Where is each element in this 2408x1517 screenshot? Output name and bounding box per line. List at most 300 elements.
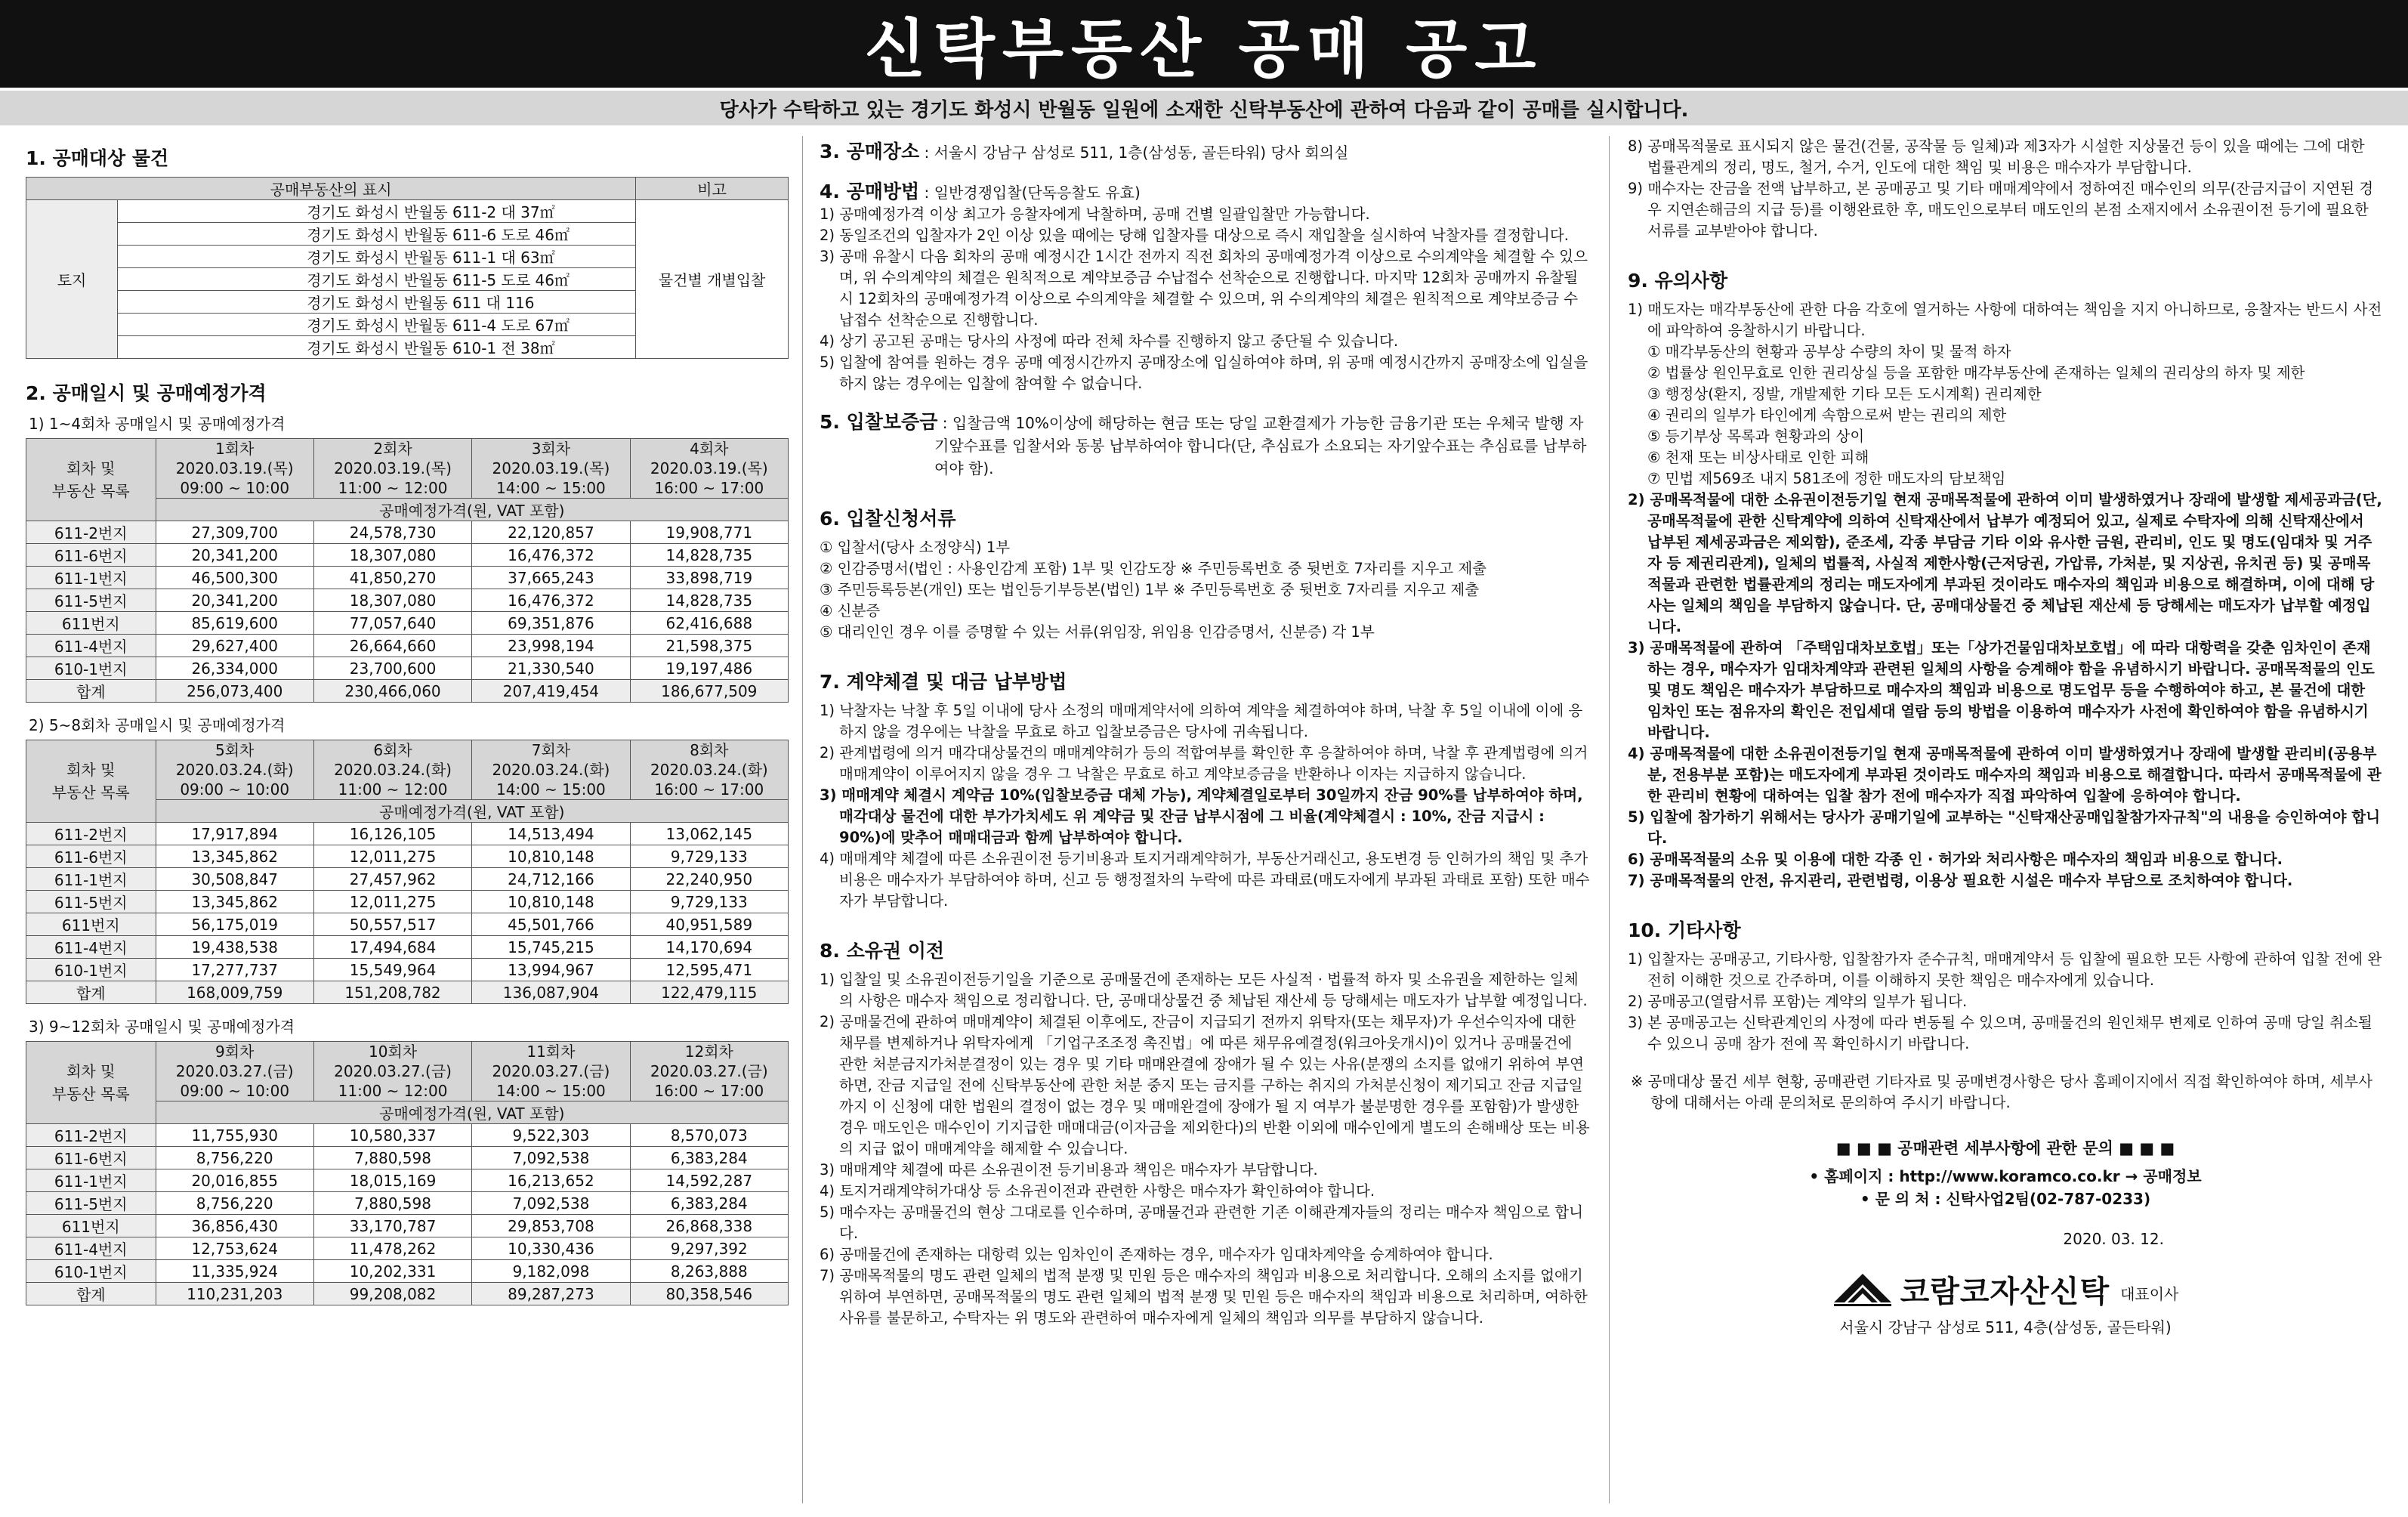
table-row — [26, 567, 789, 589]
section-title: 2. 공매일시 및 공매예정가격 — [26, 382, 267, 404]
price-cell: 207,419,454 — [472, 680, 630, 703]
schedule-tables — [26, 412, 789, 1313]
table-row — [26, 1169, 789, 1192]
round-label: 9회차 — [215, 1043, 255, 1061]
price-cell: 17,917,894 — [156, 823, 313, 845]
round-time: 09:00 ~ 10:00 — [180, 479, 290, 497]
price-cell: 16,476,372 — [472, 589, 630, 612]
ownership-list — [820, 969, 1590, 1329]
price-cell: 18,307,080 — [313, 544, 471, 567]
price-cell: 10,580,337 — [313, 1124, 471, 1147]
list-item: 9) 매수자는 잔금을 전액 납부하고, 본 공매공고 및 기타 매매계약에서 정하여진 매수인의 의무(잔금지급이 지연된 경우 지연손해금의 지급 등)를 이행완료한 후, 매도인으로부터 매도인의 본점 소재지에서 소유권이전 등기에 필요한 서류를 교부받아야 합니다. — [1628, 180, 2374, 239]
method-text: : 일반경쟁입찰(단독응찰도 유효) — [919, 184, 1141, 202]
price-cell: 26,868,338 — [630, 1215, 788, 1237]
price-cell: 12,011,275 — [313, 845, 471, 868]
lot-label: 611-4번지 — [26, 635, 156, 657]
price-cell: 14,828,735 — [630, 589, 788, 612]
round-header — [630, 1042, 788, 1101]
method-list — [820, 204, 1590, 394]
round-date: 2020.03.24.(화) — [650, 761, 768, 779]
list-item: 6) 공매물건에 존재하는 대항력 있는 임차인이 존재하는 경우, 매수자가 임대차계약을 승계하여야 합니다. — [820, 1246, 1493, 1263]
price-cell: 22,240,950 — [630, 868, 788, 891]
round-time: 14:00 ~ 15:00 — [496, 780, 606, 799]
property-table — [26, 177, 789, 359]
table-row — [26, 1260, 789, 1283]
price-header: 공매예정가격(원, VAT 포함) — [156, 499, 788, 521]
list-item: 1) 입찰일 및 소유권이전등기일을 기준으로 공매물건에 존재하는 모든 사실적 · 법률적 하자 및 소유권을 제한하는 일체의 사항은 매수자 책임으로 정리합니다. 단, 공매대상물건 중 체납된 재산세 등 당해세는 매도자가 납부할 예정입니다. — [820, 971, 1588, 1009]
property-row: 경기도 화성시 반월동 611-4 도로 67㎡ — [118, 314, 636, 336]
table-row — [26, 823, 789, 845]
price-cell: 89,287,273 — [472, 1283, 630, 1305]
round-time: 11:00 ~ 12:00 — [338, 479, 448, 497]
price-cell: 9,729,133 — [630, 845, 788, 868]
lot-label: 611-2번지 — [26, 1124, 156, 1147]
price-cell: 99,208,082 — [313, 1283, 471, 1305]
total-row — [26, 981, 789, 1004]
table-row — [26, 936, 789, 959]
round-date: 2020.03.19.(목) — [334, 459, 452, 477]
price-cell: 13,994,967 — [472, 959, 630, 981]
list-item: ⑦ 민법 제569조 내지 581조에 정한 매도자의 담보책임 — [1647, 470, 2006, 487]
round-date: 2020.03.24.(화) — [334, 761, 452, 779]
price-cell: 18,015,169 — [313, 1169, 471, 1192]
round-header — [313, 439, 471, 499]
section-method — [820, 181, 1590, 204]
company-address: 서울시 강남구 삼성로 511, 4층(삼성동, 골든타워) — [1839, 1318, 2172, 1336]
column-right — [1628, 136, 2383, 1511]
caution-sublist — [1628, 341, 2383, 490]
price-cell: 14,170,694 — [630, 936, 788, 959]
page-subtitle: 당사가 수탁하고 있는 경기도 화성시 반월동 일원에 소재한 신탁부동산에 관하여 다음과 같이 공매를 실시합니다. — [719, 98, 1689, 122]
price-cell: 37,665,243 — [472, 567, 630, 589]
price-cell: 168,009,759 — [156, 981, 313, 1004]
round-header — [630, 740, 788, 800]
list-item: 7) 공매목적물의 명도 관련 일체의 법적 분쟁 및 민원 등은 매수자의 책임과 비용으로 처리합니다. 오해의 소지를 없애기 위하여 부연하면, 공매목적물의 명도 관련 일체의 법적 분쟁 및 민원 등은 매수자의 책임과 비용으로 처리하며, 여하한 사유를 불문하고, 수탁자는 위 명도와 관련하여 매수자에게 일체의 책임과 의무를 부담하지 않습니다. — [820, 1267, 1588, 1327]
price-cell: 12,595,471 — [630, 959, 788, 981]
contact-block — [1628, 1136, 2383, 1210]
page-title: 신탁부동산 공매 공고 — [864, 11, 1544, 86]
price-cell: 186,677,509 — [630, 680, 788, 703]
price-cell: 256,073,400 — [156, 680, 313, 703]
table-row — [26, 959, 789, 981]
price-cell: 20,341,200 — [156, 544, 313, 567]
price-cell: 15,745,215 — [472, 936, 630, 959]
table-row — [26, 1215, 789, 1237]
round-header — [313, 740, 471, 800]
table-row — [26, 1147, 789, 1169]
table-row — [26, 589, 789, 612]
price-cell: 16,126,105 — [313, 823, 471, 845]
price-cell: 13,345,862 — [156, 891, 313, 913]
round-label: 4회차 — [690, 440, 729, 458]
price-cell: 10,810,148 — [472, 845, 630, 868]
table-row — [26, 657, 789, 680]
price-cell: 45,501,766 — [472, 913, 630, 936]
price-cell: 26,334,000 — [156, 657, 313, 680]
list-item: 4) 상기 공고된 공매는 당사의 사정에 따라 전체 차수를 진행하지 않고 중단될 수 있습니다. — [820, 332, 1399, 350]
round-date: 2020.03.19.(목) — [492, 459, 610, 477]
price-cell: 40,951,589 — [630, 913, 788, 936]
list-item: 3) 본 공매공고는 신탁관계인의 사정에 따라 변동될 수 있으며, 공매물건의 원인채무 변제로 인하여 공매 당일 취소될 수 있으니 공매 참가 전에 꼭 확인하시기 바랍니다. — [1628, 1014, 2372, 1052]
property-row: 경기도 화성시 반월동 611-5 도로 46㎡ — [118, 268, 636, 291]
price-cell: 41,850,270 — [313, 567, 471, 589]
list-item: 2) 공매공고(열람서류 포함)는 계약의 일부가 됩니다. — [1628, 993, 1968, 1010]
price-cell: 14,828,735 — [630, 544, 788, 567]
price-cell: 9,522,303 — [472, 1124, 630, 1147]
price-cell: 19,197,486 — [630, 657, 788, 680]
price-cell: 23,998,194 — [472, 635, 630, 657]
table-row — [26, 1124, 789, 1147]
price-cell: 33,898,719 — [630, 567, 788, 589]
round-label: 3회차 — [531, 440, 571, 458]
price-cell: 27,309,700 — [156, 521, 313, 544]
price-cell: 110,231,203 — [156, 1283, 313, 1305]
section-title: 10. 기타사항 — [1628, 919, 1741, 941]
price-cell: 11,478,262 — [313, 1237, 471, 1260]
price-cell: 7,880,598 — [313, 1147, 471, 1169]
list-item: 2) 공매목적물에 대한 소유권이전등기일 현재 공매목적물에 관하여 이미 발생하였거나 장래에 발생할 제세공과금(단, 공매목적물에 관한 신탁계약에 의하여 신탁재산에서 납부가 예정되어 있고, 실제로 수탁자에 의해 신탁재산에서 납부된 제세공과금은 제외함), 준조세, 각종 부담금 기타 이와 유사한 금원, 관리비, 인도 및 명도(임대차 및 거주자 등 제권리관계), 일체의 법률적, 사실적 제한사항(근저당권, 가압류, 가처분, 및 지상권, 유치권 등) 및 공매목적물과 관련한 법률관계의 정리는 매도자에게 부과된 것이라도 매수자의 책임과 비용으로 해결하며, 이에 대해 당사는 일체의 책임을 부담하지 않습니다. 단, 공매대상물건 중 체납된 재산세 등 당해세는 매도자가 납부할 예정입니다. — [1628, 491, 2382, 635]
lot-label: 611-6번지 — [26, 544, 156, 567]
price-cell: 80,358,546 — [630, 1283, 788, 1305]
table-row — [26, 868, 789, 891]
round-date: 2020.03.27.(금) — [492, 1062, 610, 1080]
list-item: 3) 매매계약 체결시 계약금 10%(입찰보증금 대체 가능), 계약체결일로부터 30일까지 잔금 90%를 납부하여야 하며, 매각대상 물건에 대한 부가가치세도 위 계약금 및 잔금 납부시점에 그 비율(계약체결시 : 10%, 잔금 지급시 : 90%)에 맞추어 매매대금과 함께 납부하여야 합니다. — [820, 786, 1583, 846]
lot-label: 611-6번지 — [26, 1147, 156, 1169]
price-cell: 12,011,275 — [313, 891, 471, 913]
round-label: 11회차 — [526, 1043, 576, 1061]
price-cell: 22,120,857 — [472, 521, 630, 544]
price-cell: 27,457,962 — [313, 868, 471, 891]
price-cell: 6,383,284 — [630, 1192, 788, 1215]
lot-label: 합계 — [26, 981, 156, 1004]
price-cell: 9,729,133 — [630, 891, 788, 913]
list-item: ③ 주민등록등본(개인) 또는 법인등기부등본(법인) 1부 ※ 주민등록번호 중 뒷번호 7자리를 지우고 제출 — [820, 581, 1480, 598]
lot-label: 610-1번지 — [26, 657, 156, 680]
list-item: ⑤ 등기부상 목록과 현황과의 상이 — [1647, 428, 1865, 445]
price-cell: 46,500,300 — [156, 567, 313, 589]
list-item: 2) 동일조건의 입찰자가 2인 이상 있을 때에는 당해 입찰자를 대상으로 즉시 재입찰을 실시하여 낙찰자를 결정합니다. — [820, 227, 1569, 244]
round-time: 16:00 ~ 17:00 — [654, 1082, 764, 1100]
price-cell: 62,416,688 — [630, 612, 788, 635]
list-item: 4) 매매계약 체결에 따른 소유권이전 등기비용과 토지거래계약허가, 부동산거래신고, 용도변경 등 인허가의 책임 및 추가비용은 매수자가 부담하여야 하며, 신고 등 행정절차의 누락에 따른 과태료(매도자에게 부과된 과태료 포함) 또한 매수자가 부담합니다. — [820, 850, 1590, 910]
price-cell: 7,880,598 — [313, 1192, 471, 1215]
price-cell: 23,700,600 — [313, 657, 471, 680]
price-cell: 10,810,148 — [472, 891, 630, 913]
title-banner — [0, 0, 2408, 88]
lot-label: 611-2번지 — [26, 823, 156, 845]
list-item: 8) 공매목적물로 표시되지 않은 물건(건물, 공작물 등 일체)과 제3자가 시설한 지상물건 등이 있을 때에는 그에 대한 법률관계의 정리, 명도, 철거, 수거, 인도에 대한 책임 및 비용은 매수자가 부담합니다. — [1628, 137, 2365, 176]
lot-label: 611-1번지 — [26, 1169, 156, 1192]
round-label: 5회차 — [215, 741, 255, 759]
list-item: 1) 공매예정가격 이상 최고가 응찰자에게 낙찰하며, 공매 건별 일괄입찰만 가능합니다. — [820, 205, 1370, 223]
round-header — [156, 740, 313, 800]
price-cell: 8,756,220 — [156, 1192, 313, 1215]
price-cell: 24,712,166 — [472, 868, 630, 891]
lot-label: 611-5번지 — [26, 1192, 156, 1215]
list-item: 3) 공매목적물에 관하여 「주택임대차보호법」또는「상가건물임대차보호법」에 따라 대항력을 갖춘 임차인이 존재하는 경우, 매수자가 임대차계약과 관련된 일체의 사항을 승계해야 함을 유념하시기 바랍니다. 공매목적물의 인도 및 명도 책임은 매수자가 부담하므로 매수자의 책임과 비용으로 명도업무 등을 수행하여야 하고, 본 물건에 대한 임차인 또는 점유자의 확인은 전입세대 열람 등의 방법을 이용하여 매수자가 사전에 확인하여야 함을 유념하시기 바랍니다. — [1628, 639, 2375, 741]
price-cell: 36,856,430 — [156, 1215, 313, 1237]
table-row — [26, 845, 789, 868]
total-row — [26, 1283, 789, 1305]
section-title: 6. 입찰신청서류 — [820, 508, 956, 530]
ownership-list-continued — [1628, 136, 2383, 242]
price-cell: 14,592,287 — [630, 1169, 788, 1192]
list-item: ① 매각부동산의 현황과 공부상 수량의 차이 및 물적 하자 — [1647, 343, 2011, 360]
list-item: 7) 공매목적물의 안전, 유지관리, 관련법령, 이용상 필요한 시설은 매수자 부담으로 조치하여야 합니다. — [1628, 872, 2293, 889]
total-row — [26, 680, 789, 703]
price-cell: 29,627,400 — [156, 635, 313, 657]
round-header — [156, 439, 313, 499]
round-label: 2회차 — [373, 440, 412, 458]
property-row: 경기도 화성시 반월동 611-1 대 63㎡ — [118, 246, 636, 268]
column-divider — [802, 136, 803, 1503]
lot-label: 611-5번지 — [26, 891, 156, 913]
schedule-caption: 2) 5~8회차 공매일시 및 공매예정가격 — [29, 716, 286, 734]
section-title: 1. 공매대상 물건 — [26, 147, 169, 169]
column-middle — [820, 136, 1590, 1511]
section-deposit — [820, 411, 1590, 480]
table-row — [26, 544, 789, 567]
price-cell: 19,908,771 — [630, 521, 788, 544]
misc-list — [1628, 949, 2383, 1055]
representative-label: 대표이사 — [2120, 1285, 2179, 1303]
round-time: 14:00 ~ 15:00 — [496, 1082, 606, 1100]
price-cell: 26,664,660 — [313, 635, 471, 657]
round-date: 2020.03.24.(화) — [175, 761, 294, 779]
price-cell: 11,755,930 — [156, 1124, 313, 1147]
property-row: 경기도 화성시 반월동 611-6 도로 46㎡ — [118, 223, 636, 246]
round-header — [472, 439, 630, 499]
round-header — [472, 1042, 630, 1101]
price-cell: 33,170,787 — [313, 1215, 471, 1237]
property-column-header: 공매부동산의 표시 — [26, 178, 636, 200]
list-item: 5) 매수자는 공매물건의 현상 그대로를 인수하며, 공매물건과 관련한 기존 이해관계자들의 정리는 매수자 책임으로 합니다. — [820, 1203, 1583, 1242]
section-title: 9. 유의사항 — [1628, 270, 1728, 292]
list-item: ④ 권리의 일부가 타인에게 속함으로써 받는 권리의 제한 — [1647, 406, 2007, 424]
round-date: 2020.03.19.(목) — [650, 459, 768, 477]
round-date: 2020.03.27.(금) — [650, 1062, 768, 1080]
documents-list — [820, 537, 1590, 643]
list-item: 6) 공매목적물의 소유 및 이용에 대한 각종 인 · 허가와 처리사항은 매수자의 책임과 비용으로 합니다. — [1628, 851, 2283, 868]
section-title: 3. 공매장소 — [820, 141, 920, 162]
list-item: 3) 공매 유찰시 다음 회차의 공매 예정시간 1시간 전까지 직전 회차의 공매예정가격 이상으로 수의계약을 체결할 수 있으며, 위 수의계약의 체결은 원칙적으로 계약보증금 수납접수 선착순으로 진행합니다. 마지막 12회차 공매까지 유찰될시 12회차의 공매예정가격 이상으로 수의계약을 체결할 수 있으며, 위 수의계약의 체결은 원칙적으로 계약보증금 수납접수 선착순으로 진행합니다. — [820, 248, 1588, 329]
price-cell: 15,549,964 — [313, 959, 471, 981]
price-cell: 17,277,737 — [156, 959, 313, 981]
table-row — [26, 891, 789, 913]
lot-label: 611-2번지 — [26, 521, 156, 544]
list-item: 2) 관계법령에 의거 매각대상물건의 매매계약허가 등의 적합여부를 확인한 후 응찰하여야 하며, 낙찰 후 관계법령에 의거 매매계약이 이루어지지 않을 경우 그 낙찰은 무효로 하고 계약보증금을 반환하나 이자는 지급하지 않습니다. — [820, 744, 1588, 783]
list-item: 1) 낙찰자는 낙찰 후 5일 이내에 당사 소정의 매매계약서에 의하여 계약을 체결하여야 하며, 낙찰 후 5일 이내에 이에 응하지 않을 경우에는 낙찰을 무효로 하고 입찰보증금은 당사에 귀속됩니다. — [820, 702, 1583, 740]
round-time: 09:00 ~ 10:00 — [180, 1082, 290, 1100]
deposit-text: : 입찰금액 10%이상에 해당하는 현금 또는 당일 교환결제가 가능한 금융기관 또는 우체국 발행 자기앞수표를 입찰서와 동봉 납부하여야 합니다(단, 추심료가 소요되는 자기앞수표는 추심료를 납부하여야 함). — [934, 414, 1587, 477]
company-logo-icon — [1832, 1272, 1893, 1307]
lot-label: 611-6번지 — [26, 845, 156, 868]
price-cell: 9,297,392 — [630, 1237, 788, 1260]
price-cell: 30,508,847 — [156, 868, 313, 891]
table-row — [26, 521, 789, 544]
lot-label: 611-4번지 — [26, 1237, 156, 1260]
section-title: 5. 입찰보증금 — [820, 411, 938, 433]
round-label: 8회차 — [690, 741, 729, 759]
price-cell: 13,062,145 — [630, 823, 788, 845]
list-item: 1) 매도자는 매각부동산에 관한 다음 각호에 열거하는 사항에 대하여는 책임을 지지 아니하므로, 응찰자는 반드시 사전에 파악하여 응찰하시기 바랍니다. — [1628, 301, 2382, 339]
caution-list — [1628, 490, 2383, 891]
price-cell: 136,087,904 — [472, 981, 630, 1004]
list-item: 5) 입찰에 참여를 원하는 경우 공매 예정시간까지 공매장소에 입실하여야 하며, 위 공매 예정시간까지 공매장소에 입실을 하지 않는 경우에는 입찰에 참여할 수 없습니다. — [820, 354, 1588, 392]
round-label: 10회차 — [369, 1043, 418, 1061]
property-row: 경기도 화성시 반월동 611 대 116 — [118, 291, 636, 314]
note-cell: 물건별 개별입찰 — [636, 200, 789, 359]
category-cell: 토지 — [26, 200, 118, 359]
price-cell: 20,016,855 — [156, 1169, 313, 1192]
price-cell: 10,202,331 — [313, 1260, 471, 1283]
lot-label: 611-1번지 — [26, 868, 156, 891]
round-header — [630, 439, 788, 499]
price-cell: 151,208,782 — [313, 981, 471, 1004]
schedule-table — [26, 740, 789, 1004]
schedule-caption: 3) 9~12회차 공매일시 및 공매예정가격 — [29, 1018, 295, 1036]
column-left — [26, 136, 789, 1511]
list-item: 3) 매매계약 체결에 따른 소유권이전 등기비용과 책임은 매수자가 부담합니다. — [820, 1161, 1318, 1179]
schedule-table — [26, 1041, 789, 1305]
price-cell: 13,345,862 — [156, 845, 313, 868]
price-cell: 6,383,284 — [630, 1147, 788, 1169]
round-time: 09:00 ~ 10:00 — [180, 780, 290, 799]
round-date: 2020.03.24.(화) — [492, 761, 610, 779]
lot-label: 합계 — [26, 680, 156, 703]
price-cell: 18,307,080 — [313, 589, 471, 612]
list-item: ③ 행정상(환지, 징발, 개발제한 기타 모든 도시계획) 권리제한 — [1647, 385, 2042, 403]
round-time: 14:00 ~ 15:00 — [496, 479, 606, 497]
contract-list — [820, 700, 1590, 912]
round-header — [156, 1042, 313, 1101]
table-row — [26, 1192, 789, 1215]
round-label: 12회차 — [684, 1043, 733, 1061]
round-label: 1회차 — [215, 440, 255, 458]
property-row: 경기도 화성시 반월동 611-2 대 37㎡ — [118, 200, 636, 223]
price-cell: 16,476,372 — [472, 544, 630, 567]
row-header: 회차 및 부동산 목록 — [26, 740, 156, 823]
section-title: 4. 공매방법 — [820, 181, 920, 202]
schedule-table — [26, 438, 789, 703]
schedule-caption: 1) 1~4회차 공매일시 및 공매예정가격 — [29, 415, 286, 433]
column-divider — [1609, 136, 1610, 1503]
round-date: 2020.03.19.(목) — [175, 459, 294, 477]
list-item: 4) 공매목적물에 대한 소유권이전등기일 현재 공매목적물에 관하여 이미 발생하였거나 장래에 발생할 관리비(공용부분, 전용부분 포함)는 매도자에게 부과된 것이라도 매수자의 책임과 비용으로 해결합니다. 따라서 공매목적물에 관한 관리비 현황에 대하여는 입찰 참가 전에 매수자가 직접 파악하여 입찰에 응하여야 합니다. — [1628, 745, 2382, 805]
contact-title: ■ ■ ■ 공매관련 세부사항에 관한 문의 ■ ■ ■ — [1835, 1139, 2175, 1157]
lot-label: 합계 — [26, 1283, 156, 1305]
section-venue — [820, 141, 1590, 164]
round-time: 16:00 ~ 17:00 — [654, 780, 764, 799]
price-cell: 24,578,730 — [313, 521, 471, 544]
price-cell: 69,351,876 — [472, 612, 630, 635]
list-item: 5) 입찰에 참가하기 위해서는 당사가 공매기일에 교부하는 "신탁재산공매입찰참가자규칙"의 내용을 승인하여야 합니다. — [1628, 808, 2381, 847]
list-item: ④ 신분증 — [820, 602, 881, 619]
price-cell: 56,175,019 — [156, 913, 313, 936]
price-cell: 50,557,517 — [313, 913, 471, 936]
price-cell: 29,853,708 — [472, 1215, 630, 1237]
list-item: 2) 공매물건에 관하여 매매계약이 체결된 이후에도, 잔금이 지급되기 전까지 위탁자(또는 채무자)가 우선수익자에 대한 채무를 변제하거나 위탁자에게 「기업구조조정 촉진법」에 따른 채무유예결정(워크아웃개시)이 있거나 공매물건에 관한 처분금지가처분결정이 있는 경우 및 기타 매매완결에 장애가 될 수 있는 사유(분쟁의 소지를 없애기 위하여 부연하면, 잔금 지급일 전에 신탁부동산에 관한 처분 중지 또는 금지를 구하는 취지의 가처분신청이 제기되고 잔금 지급일까지 이 신청에 대한 법원의 결정이 없는 경우 및 매매완결에 장애가 될 지 여부가 불분명한 경우를 포함함)가 발생한 경우 매도인은 매수인이 기지급한 매매대금(이자금을 제외한다)의 반환 이외에 매수인에게 별도의 손해배상 또는 비용의 지급 없이 매매계약을 해제할 수 있습니다. — [820, 1013, 1590, 1157]
note-column-header: 비고 — [636, 178, 789, 200]
list-item: ⑥ 천재 또는 비상사태로 인한 피해 — [1647, 449, 1869, 466]
price-cell: 20,341,200 — [156, 589, 313, 612]
row-header: 회차 및 부동산 목록 — [26, 439, 156, 521]
price-cell: 21,330,540 — [472, 657, 630, 680]
section-title: 7. 계약체결 및 대금 납부방법 — [820, 671, 1067, 693]
homepage-line: • 홈페이지 : http://www.koramco.co.kr → 공매정보 — [1809, 1167, 2202, 1185]
price-cell: 10,330,436 — [472, 1237, 630, 1260]
table-row — [26, 635, 789, 657]
list-item: ⑤ 대리인인 경우 이를 증명할 수 있는 서류(위임장, 위임용 인감증명서, 신분증) 각 1부 — [820, 623, 1375, 641]
round-date: 2020.03.27.(금) — [334, 1062, 452, 1080]
list-item: ② 법률상 원인무효로 인한 권리상실 등을 포함한 매각부동산에 존재하는 일체의 권리상의 하자 및 제한 — [1647, 364, 2305, 382]
row-header: 회차 및 부동산 목록 — [26, 1042, 156, 1124]
round-label: 6회차 — [373, 741, 412, 759]
price-cell: 19,438,538 — [156, 936, 313, 959]
company-name: 코람코자산신탁 — [1900, 1274, 2110, 1309]
round-header — [472, 740, 630, 800]
lot-label: 611-4번지 — [26, 936, 156, 959]
table-row — [26, 612, 789, 635]
round-date: 2020.03.27.(금) — [175, 1062, 294, 1080]
price-cell: 77,057,640 — [313, 612, 471, 635]
list-item: ② 인감증명서(법인 : 사용인감계 포함) 1부 및 인감도장 ※ 주민등록번호 중 뒷번호 7자리를 지우고 제출 — [820, 560, 1487, 577]
subtitle-bar — [0, 91, 2408, 125]
lot-label: 611번지 — [26, 1215, 156, 1237]
notice-date: 2020. 03. 12. — [2063, 1230, 2164, 1248]
round-time: 11:00 ~ 12:00 — [338, 780, 448, 799]
lot-label: 611번지 — [26, 612, 156, 635]
list-item: 4) 토지거래계약허가대상 등 소유권이전과 관련한 사항은 매수자가 확인하여야 합니다. — [820, 1182, 1375, 1200]
price-cell: 9,182,098 — [472, 1260, 630, 1283]
lot-label: 611번지 — [26, 913, 156, 936]
price-cell: 8,263,888 — [630, 1260, 788, 1283]
price-cell: 11,335,924 — [156, 1260, 313, 1283]
price-header: 공매예정가격(원, VAT 포함) — [156, 1101, 788, 1124]
lot-label: 611-5번지 — [26, 589, 156, 612]
round-time: 16:00 ~ 17:00 — [654, 479, 764, 497]
price-cell: 8,570,073 — [630, 1124, 788, 1147]
round-time: 11:00 ~ 12:00 — [338, 1082, 448, 1100]
company-signature — [1628, 1268, 2383, 1311]
price-cell: 7,092,538 — [472, 1147, 630, 1169]
price-cell: 16,213,652 — [472, 1169, 630, 1192]
venue-text: : 서울시 강남구 삼성로 511, 1층(삼성동, 골든타워) 당사 회의실 — [919, 144, 1349, 162]
price-cell: 12,753,624 — [156, 1237, 313, 1260]
property-row: 경기도 화성시 반월동 610-1 전 38㎡ — [118, 336, 636, 359]
price-cell: 14,513,494 — [472, 823, 630, 845]
round-header — [313, 1042, 471, 1101]
table-row — [26, 1237, 789, 1260]
price-cell: 85,619,600 — [156, 612, 313, 635]
price-cell: 7,092,538 — [472, 1192, 630, 1215]
misc-note: ※ 공매대상 물건 세부 현황, 공매관련 기타자료 및 공매변경사항은 당사 홈페이지에서 직접 확인하여야 하며, 세부사항에 대해서는 아래 문의처로 문의하여 주시기 바랍니다. — [1631, 1073, 2373, 1111]
price-cell: 17,494,684 — [313, 936, 471, 959]
price-cell: 230,466,060 — [313, 680, 471, 703]
section-title: 8. 소유권 이전 — [820, 940, 945, 962]
list-item: 1) 입찰자는 공매공고, 기타사항, 입찰참가자 준수규칙, 매매계약서 등 입찰에 필요한 모든 사항에 관하여 입찰 전에 완전히 이해한 것으로 간주하며, 이를 이해하지 못한 책임은 매수자에게 있습니다. — [1628, 950, 2382, 989]
lot-label: 610-1번지 — [26, 1260, 156, 1283]
table-row — [26, 913, 789, 936]
list-item: ① 입찰서(당사 소정양식) 1부 — [820, 539, 1011, 556]
round-label: 7회차 — [531, 741, 571, 759]
price-cell: 122,479,115 — [630, 981, 788, 1004]
lot-label: 611-1번지 — [26, 567, 156, 589]
price-cell: 21,598,375 — [630, 635, 788, 657]
phone-line: • 문 의 처 : 신탁사업2팀(02-787-0233) — [1860, 1190, 2151, 1208]
price-cell: 8,756,220 — [156, 1147, 313, 1169]
lot-label: 610-1번지 — [26, 959, 156, 981]
